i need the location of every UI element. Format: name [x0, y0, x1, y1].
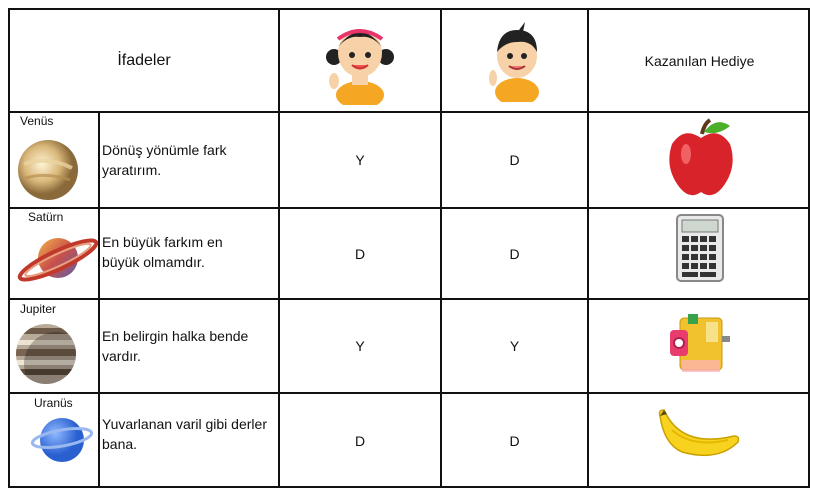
girl-answer-saturn: D [354, 245, 366, 262]
girl-answer-uranus: D [354, 433, 366, 449]
statement-saturn: En büyük farkım en büyük olmamdır. [102, 234, 223, 270]
boy-answer-saturn: D [509, 245, 520, 262]
boy-answer-jupiter: Y [509, 338, 520, 354]
girl-student-icon [322, 17, 398, 105]
statement-jupiter: En belirgin halka bende vardır. [102, 328, 249, 364]
jupiter-icon [14, 322, 78, 386]
planet-name-saturn: Satürn [28, 210, 64, 224]
boy-header [442, 10, 587, 111]
girl-answer-jupiter: Y [355, 338, 365, 354]
apple-icon [666, 116, 736, 200]
saturn-icon [12, 226, 102, 296]
girl-answer-venus: Y [355, 152, 365, 168]
calculator-icon [676, 214, 724, 282]
planet-name-uranus: Uranüs [34, 396, 73, 410]
boy-answer-venus: D [509, 152, 520, 168]
statement-uranus: Yuvarlanan varil gibi derler bana. [102, 416, 267, 452]
answer-table [8, 8, 810, 488]
gift-header: Kazanılan Hediye [644, 52, 755, 69]
planet-name-jupiter: Jupiter [20, 302, 57, 316]
banana-icon [656, 408, 742, 460]
venus-icon [16, 138, 80, 202]
boy-answer-uranus: D [509, 433, 520, 449]
planet-name-venus: Venüs [20, 114, 54, 128]
pencil-sharpener-icon [666, 308, 734, 380]
statement-venus: Dönüş yönümle fark yaratırım. [102, 142, 227, 178]
uranus-icon [28, 412, 94, 468]
boy-student-icon [485, 20, 545, 102]
girl-header [280, 10, 440, 111]
statements-header: İfadeler [117, 51, 171, 69]
